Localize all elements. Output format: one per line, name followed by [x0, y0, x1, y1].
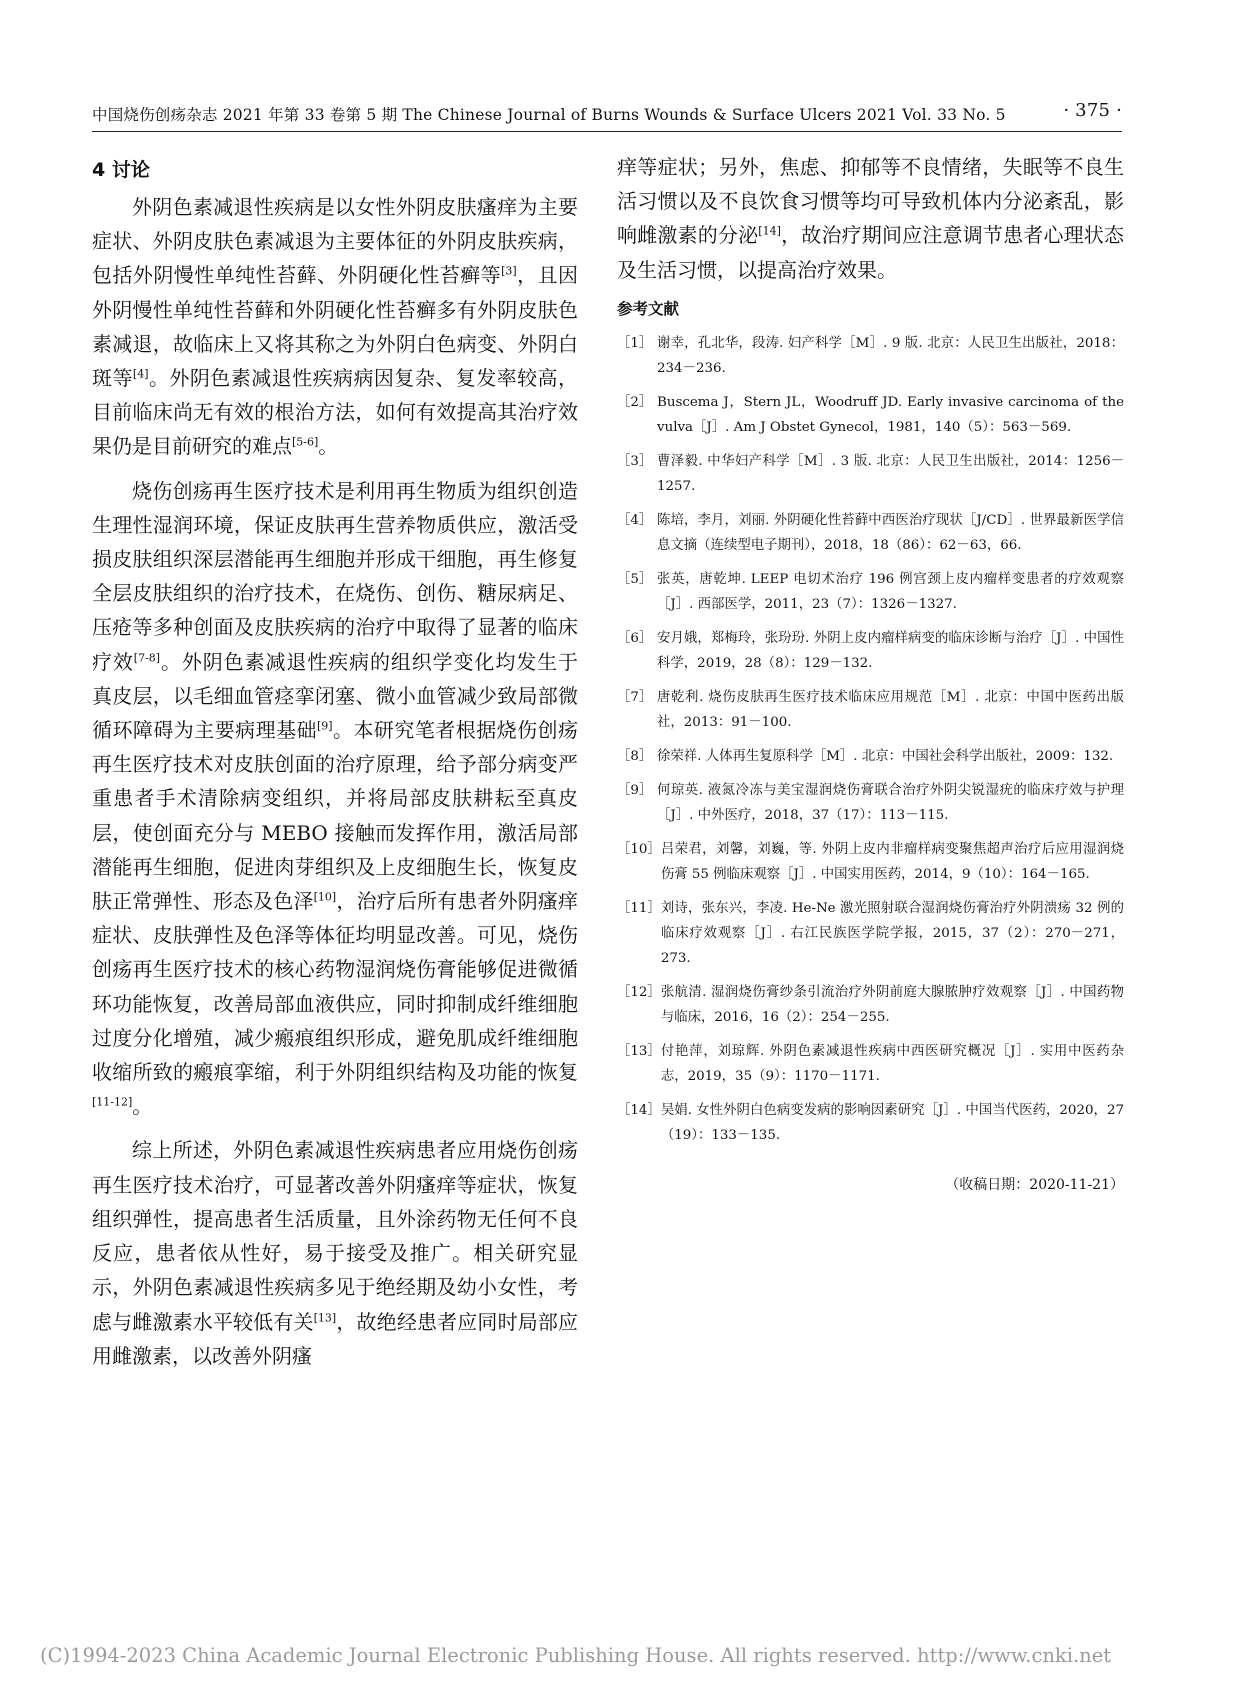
reference-item	[617, 449, 1124, 499]
page-number: · 375 ·	[1063, 100, 1122, 121]
running-header	[92, 100, 1122, 130]
reference-text: 何琼英. 液氮冷冻与美宝湿润烧伤膏联合治疗外阴尖锐湿疣的临床疗效与护理［J］. 中外医疗，2018，37（17）：113－115.	[657, 782, 1124, 823]
reference-number: ［8］	[617, 748, 653, 764]
reference-text: 唐乾利. 烧伤皮肤再生医疗技术临床应用规范［M］. 北京：中国中医药出版社，2013：91－100.	[657, 689, 1124, 730]
paragraph: 烧伤创疡再生医疗技术是利用再生物质为组织创造生理性湿润环境，保证皮肤再生营养物质供应，激活受损皮肤组织深层潜能再生细胞并形成干细胞，再生修复全层皮肤组织的治疗技术，在烧伤、创伤、糖尿病足、压疮等多种创面及皮肤疾病的治疗中取得了显著的临床疗效[7-8]。外阴色素减退性疾病的组织学变化均发生于真皮层，以毛细血管痉挛闭塞、微小血管减少致局部微循环障碍为主要病理基础[9]。本研究笔者根据烧伤创疡再生医疗技术对皮肤创面的治疗原理，给予部分病变严重患者手术清除病变组织，并将局部皮肤耕耘至真皮层，使创面充分与 MEBO 接触而发挥作用，激活局部潜能再生细胞，促进肉芽组织及上皮细胞生长，恢复皮肤正常弹性、形态及色泽[10]，治疗后所有患者外阴瘙痒症状、皮肤弹性及色泽等体征均明显改善。可见，烧伤创疡再生医疗技术的核心药物湿润烧伤膏能够促进微循环功能恢复，改善局部血液供应，同时抑制成纤维细胞过度分化增殖，减少瘢痕组织形成，避免肌成纤维细胞收缩所致的瘢痕挛缩，利于外阴组织结构及功能的恢复[11-12]。	[92, 478, 579, 1119]
reference-text: 张英，唐乾坤. LEEP 电切术治疗 196 例宫颈上皮内瘤样变患者的疗效观察［J］. 西部医学，2011，23（7）：1326－1327.	[657, 571, 1124, 612]
reference-number: ［9］	[617, 782, 653, 798]
header-rule	[92, 131, 1122, 132]
reference-number: ［5］	[617, 571, 653, 587]
reference-item	[617, 744, 1124, 769]
reference-number: ［1］	[617, 335, 653, 351]
reference-number: ［14］	[617, 1102, 661, 1118]
reference-text: Buscema J，Stern JL，Woodruff JD. Early invasive carcinoma of the vulva［J］. Am J Obstet Gynecol，1981，140（5）：563－569.	[657, 394, 1124, 435]
reference-text: 付艳萍，刘琼辉. 外阴色素减退性疾病中西医研究概况［J］. 实用中医药杂志，2019，35（9）：1170－1171.	[660, 1043, 1124, 1084]
reference-item	[617, 567, 1124, 617]
section-heading: 4 讨论	[92, 159, 150, 181]
reference-item	[617, 778, 1124, 828]
reference-item	[617, 896, 1124, 971]
reference-item	[617, 390, 1124, 440]
reference-item	[617, 508, 1124, 558]
reference-text: 安月娥，郑梅玲，张玢玢. 外阴上皮内瘤样病变的临床诊断与治疗［J］. 中国性科学，2019，28（8）：129－132.	[657, 630, 1124, 671]
reference-text: 张航清. 湿润烧伤膏纱条引流治疗外阴前庭大腺脓肿疗效观察［J］. 中国药物与临床，2016，16（2）：254－255.	[660, 984, 1124, 1025]
reference-item	[617, 837, 1124, 887]
reference-text: 刘诗，张东兴，李凌. He-Ne 激光照射联合湿润烧伤膏治疗外阴溃疡 32 例的临床疗效观察［J］. 右江民族医学院学报，2015，37（2）：270－271，273.	[660, 900, 1124, 966]
paragraph: 综上所述，外阴色素减退性疾病患者应用烧伤创疡再生医疗技术治疗，可显著改善外阴瘙痒等症状，恢复组织弹性，提高患者生活质量，且外涂药物无任何不良反应，患者依从性好，易于接受及推广。相关研究显示，外阴色素减退性疾病多见于绝经期及幼小女性，考虑与雌激素水平较低有关[13]，故绝经患者应同时局部应用雌激素，以改善外阴瘙	[92, 1138, 579, 1368]
discussion-body	[92, 190, 578, 1373]
left-column	[92, 150, 578, 1383]
received-date: （收稿日期：2020-11-21）	[945, 1176, 1124, 1193]
reference-number: ［10］	[617, 841, 661, 857]
reference-text: 徐荣祥. 人体再生复原科学［M］. 北京：中国社会科学出版社，2009：132.	[657, 748, 1114, 764]
reference-text: 陈培，李月，刘丽. 外阴硬化性苔藓中西医治疗现状［J/CD］. 世界最新医学信息文摘（连续型电子期刊），2018，18（86）：62－63，66.	[657, 512, 1124, 553]
references-list	[617, 331, 1124, 1148]
reference-item	[617, 980, 1124, 1030]
reference-number: ［12］	[617, 984, 661, 1000]
copyright-footer: (C)1994-2023 China Academic Journal Electronic Publishing House. All rights reserved. http://www.cnki.net	[40, 1644, 1112, 1667]
reference-text: 谢幸，孔北华，段涛. 妇产科学［M］. 9 版. 北京：人民卫生出版社，2018：234－236.	[657, 335, 1124, 376]
reference-number: ［13］	[617, 1043, 661, 1059]
journal-title: 中国烧伤创疡杂志 2021 年第 33 卷第 5 期 The Chinese Journal of Burns Wounds & Surface Ulcers 2021 Vol. 33 No. 5	[92, 106, 1006, 124]
reference-text: 吕荣君，刘馨，刘巍，等. 外阴上皮内非瘤样病变聚焦超声治疗后应用湿润烧伤膏 55 例临床观察［J］. 中国实用医药，2014，9（10）：164－165.	[660, 841, 1124, 882]
references-title: 参考文献	[617, 299, 680, 318]
paragraph: 外阴色素减退性疾病是以女性外阴皮肤瘙痒为主要症状、外阴皮肤色素减退为主要体征的外阴皮肤疾病，包括外阴慢性单纯性苔藓、外阴硬化性苔癣等[3]，且因外阴慢性单纯性苔藓和外阴硬化性苔癣多有外阴皮肤色素减退，故临床上又将其称之为外阴白色病变、外阴白斑等[4]。外阴色素减退性疾病病因复杂、复发率较高，目前临床尚无有效的根治方法，如何有效提高其治疗效果仍是目前研究的难点[5-6]。	[92, 195, 579, 459]
reference-item	[617, 685, 1124, 735]
reference-item	[617, 331, 1124, 381]
reference-item	[617, 626, 1124, 676]
reference-number: ［6］	[617, 630, 653, 646]
reference-text: 吴娟. 女性外阴白色病变发病的影响因素研究［J］. 中国当代医药，2020，27（19）：133－135.	[660, 1102, 1124, 1143]
reference-number: ［4］	[617, 512, 653, 528]
reference-text: 曹泽毅. 中华妇产科学［M］. 3 版. 北京：人民卫生出版社，2014：1256－1257.	[657, 453, 1124, 494]
reference-number: ［7］	[617, 689, 653, 705]
reference-number: ［11］	[617, 900, 661, 916]
reference-number: ［2］	[617, 394, 653, 410]
continued-paragraph: 痒等症状；另外，焦虑、抑郁等不良情绪，失眠等不良生活习惯以及不良饮食习惯等均可导致机体内分泌紊乱，影响雌激素的分泌[14]，故治疗期间应注意调节患者心理状态及生活习惯，以提高治疗效果。	[617, 155, 1125, 282]
right-column	[617, 150, 1124, 1194]
reference-number: ［3］	[617, 453, 653, 469]
reference-item	[617, 1039, 1124, 1089]
reference-item	[617, 1098, 1124, 1148]
